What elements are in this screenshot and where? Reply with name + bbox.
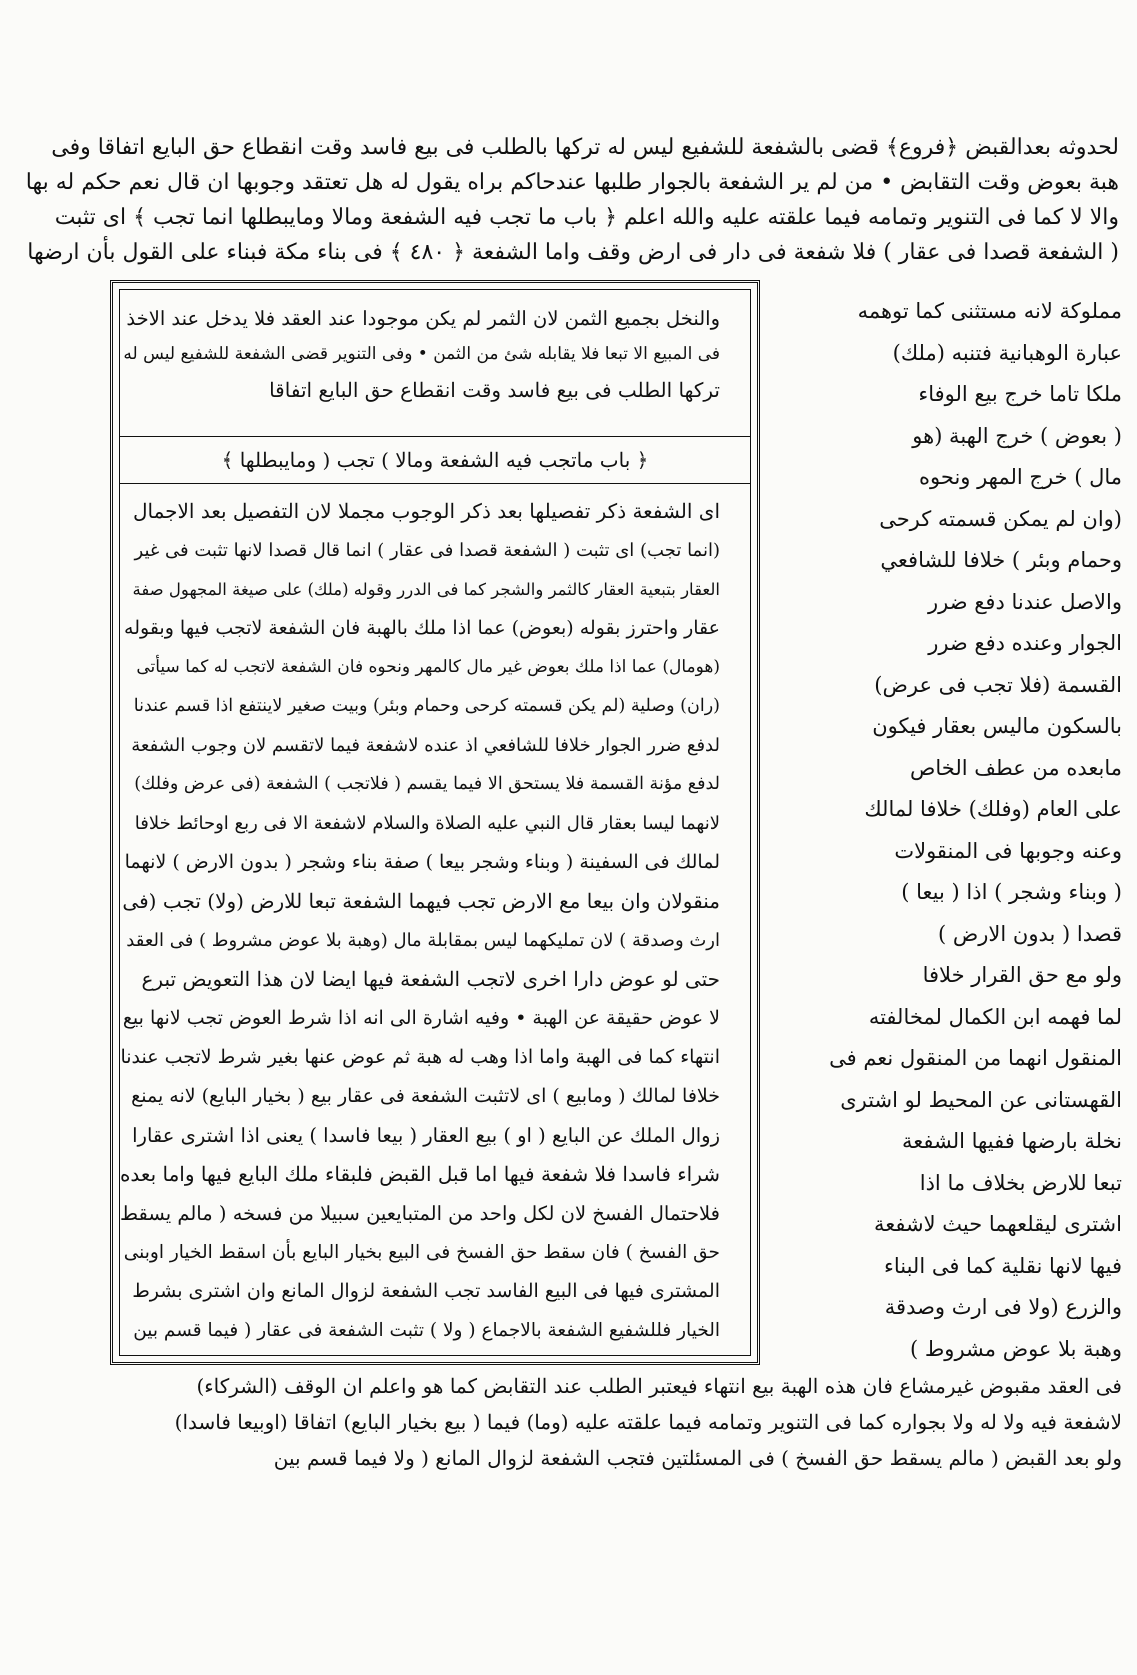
box-body-line: (انما تجب) اى تثبت ( الشفعة قصدا فى عقار ) انما قال قصدا لانها تثبت فى غير <box>134 540 720 561</box>
box-body-line: لانهما ليسا بعقار قال النبي عليه الصلاة والسلام لاشفعة الا فى ربع اوحائط خلافا <box>134 813 720 834</box>
box-body-line: الخيار فللشفيع الشفعة بالاجماع ( ولا ) تثبت الشفعة فى عقار ( فيما قسم بين <box>133 1320 720 1341</box>
box-body-line: ارث وصدقة ) لان تمليكهما ليس بمقابلة مال (وهبة بلا عوض مشروط ) فى العقد <box>126 930 720 951</box>
bottom-text-line: ولو بعد القبض ( مالم يسقط حق الفسخ ) فى المسئلتين فتجب الشفعة لزوال المانع ( ولا فيما قسم بين <box>273 1446 1122 1470</box>
commentary-line: ولو مع حق القرار خلافا <box>922 963 1122 987</box>
commentary-line: وهبة بلا عوض مشروط ) <box>910 1336 1122 1361</box>
commentary-line: الجوار وعنده دفع ضرر <box>928 631 1122 655</box>
box-body-line: خلافا لمالك ( ومابيع ) اى لاتثبت الشفعة فى عقار بيع ( بخيار البايع) لانه يمنع <box>131 1085 720 1107</box>
box-body-line: (ران) وصلية (لم يكن قسمته كرحى وحمام وبئر) وبيت صغير لاينتفع اذا قسم عندنا <box>133 696 720 716</box>
chapter-heading-text: ﴿ باب ماتجب فيه الشفعة ومالا ) تجب ( ومايبطلها ﴾ <box>221 448 649 472</box>
commentary-line: (وان لم يمكن قسمته كرحى <box>879 506 1122 531</box>
box-body-line: لدفع ضرر الجوار خلافا للشافعي اذ عنده لاشفعة فيما لاتقسم لان وجوب الشفعة <box>131 735 720 756</box>
chapter-heading <box>120 436 750 484</box>
box-body-line: فلاحتمال الفسخ لان لكل واحد من المتبايعين سبيلا من فسخه ( مالم يسقط <box>119 1202 720 1225</box>
commentary-line: على العام (وفلك) خلافا لمالك <box>864 797 1122 821</box>
commentary-line: مال ) خرج المهر ونحوه <box>919 465 1122 489</box>
box-body-line: شراء فاسدا فلا شفعة فيها اما قبل القبض فلبقاء ملك البايع فيها واما بعده <box>119 1162 720 1186</box>
main-text-box-inner-frame <box>119 289 751 1356</box>
top-text-block <box>0 130 1137 270</box>
commentary-line: لما فهمه ابن الكمال لمخالفته <box>868 1004 1122 1029</box>
commentary-line: المنقول انهما من المنقول نعم فى <box>829 1046 1122 1070</box>
commentary-line: مابعده من عطف الخاص <box>910 755 1122 780</box>
commentary-line: ( وبناء وشجر ) اذا ( بيعا ) <box>901 880 1122 904</box>
commentary-line: تبعا للارض بخلاف ما اذا <box>919 1170 1122 1195</box>
bottom-text-block <box>0 1370 1137 1490</box>
box-body-line: لدفع مؤنة القسمة فلا يستحق الا فيما يقسم ( فلاتجب ) الشفعة (فى عرض وفلك) <box>134 774 720 794</box>
commentary-line: ( بعوض ) خرج الهبة (هو <box>912 423 1122 448</box>
commentary-line: عبارة الوهبانية فتنبه (ملك) <box>892 340 1122 365</box>
commentary-line: والزرع (ولا فى ارث وصدقة <box>884 1295 1122 1319</box>
commentary-line: القسمة (فلا تجب فى عرض) <box>874 672 1122 697</box>
box-intro-line: والنخل بجميع الثمن لان الثمر لم يكن موجودا عند العقد فلا يدخل عند الاخذ <box>126 307 720 330</box>
box-body-text <box>120 495 750 1355</box>
commentary-line: اشترى ليقلعهما حيث لاشفعة <box>873 1212 1122 1236</box>
box-body-line: زوال الملك عن البايع ( او ) بيع العقار ( بيعا فاسدا ) يعنى اذا اشترى عقارا <box>132 1124 720 1147</box>
top-text-line: لحدوثه بعدالقبض ﴿فروع﴾ قضى بالشفعة للشفيع ليس له تركها بالطلب فى بيع فاسد وقت انقطاع حق البايع اتفاقا وفى <box>51 135 1119 160</box>
main-text-box <box>110 280 760 1365</box>
commentary-line: مملوكة لانه مستثنى كما توهمه <box>857 299 1122 323</box>
top-text-line: والا لا كما فى التنوير وتمامه فيما علقته عليه والله اعلم ﴿ باب ما تجب فيه الشفعة ومالا ومايبطلها انما تجب ﴾ اى تثبت <box>54 205 1119 230</box>
box-body-line: عقار واحترز بقوله (بعوض) عما اذا ملك بالهبة فان الشفعة لاتجب فيها وبقوله <box>124 617 720 639</box>
box-body-line: منقولان وان بيعا مع الارض تجب فيهما الشفعة تبعا للارض (ولا) تجب (فى <box>122 889 720 913</box>
box-intro-line: فى المبيع الا تبعا فلا يقابله شئ من الثمن • وفى التنوير قضى الشفعة للشفيع ليس له <box>123 344 720 364</box>
box-intro-line: تركها الطلب فى بيع فاسد وقت انقطاع حق البايع اتفاقا <box>269 378 720 402</box>
box-intro-text <box>120 302 750 436</box>
commentary-line: بالسكون ماليس بعقار فيكون <box>872 714 1122 738</box>
box-body-line: اى الشفعة ذكر تفصيلها بعد ذكر الوجوب مجملا لان التفصيل بعد الاجمال <box>132 499 720 523</box>
box-body-line: العقار بتبعية العقار كالثمر والشجر كما فى الدرر وقوله (ملك) على صيغة المجهول صفة <box>132 580 720 599</box>
commentary-line: فيها لانها نقلية كما فى البناء <box>883 1253 1122 1278</box>
commentary-line: والاصل عندنا دفع ضرر <box>928 589 1122 614</box>
top-text-line: ( الشفعة قصدا فى عقار ) فلا شفعة فى دار فى ارض وقف واما الشفعة ﴿ ٤٨٠ ﴾ فى بناء مكة فبناء على القول بأن ارضها <box>27 240 1119 265</box>
commentary-line: ملكا تاما خرج بيع الوفاء <box>918 382 1122 406</box>
commentary-line: وحمام وبئر ) خلافا للشافعي <box>880 548 1122 572</box>
box-body-line: لمالك فى السفينة ( وبناء وشجر بيعا ) صفة بناء وشجر ( بدون الارض ) لانهما <box>124 851 720 873</box>
commentary-line: وعنه وجوبها فى المنقولات <box>894 838 1122 863</box>
commentary-line: القهستانى عن المحيط لو اشترى <box>840 1087 1122 1112</box>
bottom-text-line: فى العقد مقبوض غيرمشاع فان هذه الهبة بيع انتهاء فيعتبر الطلب عند التقابض كما هو واعلم ان الوقف (الشركاء) <box>196 1374 1122 1398</box>
bottom-text-line: لاشفعة فيه ولا له ولا بجواره كما فى التنوير وتمامه فيما علقته عليه (وما) فيما ( بيع بخيار البايع) اتفاقا (اوبيعا فاسدا) <box>174 1410 1122 1434</box>
box-body-line: المشترى فيها فى البيع الفاسد تجب الشفعة لزوال المانع وان اشترى بشرط <box>132 1280 720 1302</box>
box-body-line: حق الفسخ ) فان سقط حق الفسخ فى البيع بخيار البايع بأن اسقط الخيار اوبنى <box>123 1242 720 1263</box>
box-body-line: (هومال) عما اذا ملك بعوض غير مال كالمهر ونحوه فان الشفعة لاتجب له كما سيأتى <box>136 657 720 677</box>
box-body-line: حتى لو عوض دارا اخرى لاتجب الشفعة فيها ايضا لان هذا التعويض تبرع <box>141 967 720 991</box>
box-body-line: انتهاء كما فى الهبة واما اذا وهب له هبة ثم عوض عنها بغير شرط لاتجب عندنا <box>120 1046 720 1068</box>
commentary-line: قصدا ( بدون الارض ) <box>938 921 1122 946</box>
commentary-line: نخلة بارضها ففيها الشفعة <box>902 1129 1122 1153</box>
top-text-line: هبة بعوض وقت التقابض • من لم ير الشفعة بالجوار طلبها عندحاكم براه يقول له هل تعتقد وجوبها ان قال نعم حكم له بها <box>25 170 1119 195</box>
box-body-line: لا عوض حقيقة عن الهبة • وفيه اشارة الى انه اذا شرط العوض تجب لانها بيع <box>122 1007 720 1029</box>
